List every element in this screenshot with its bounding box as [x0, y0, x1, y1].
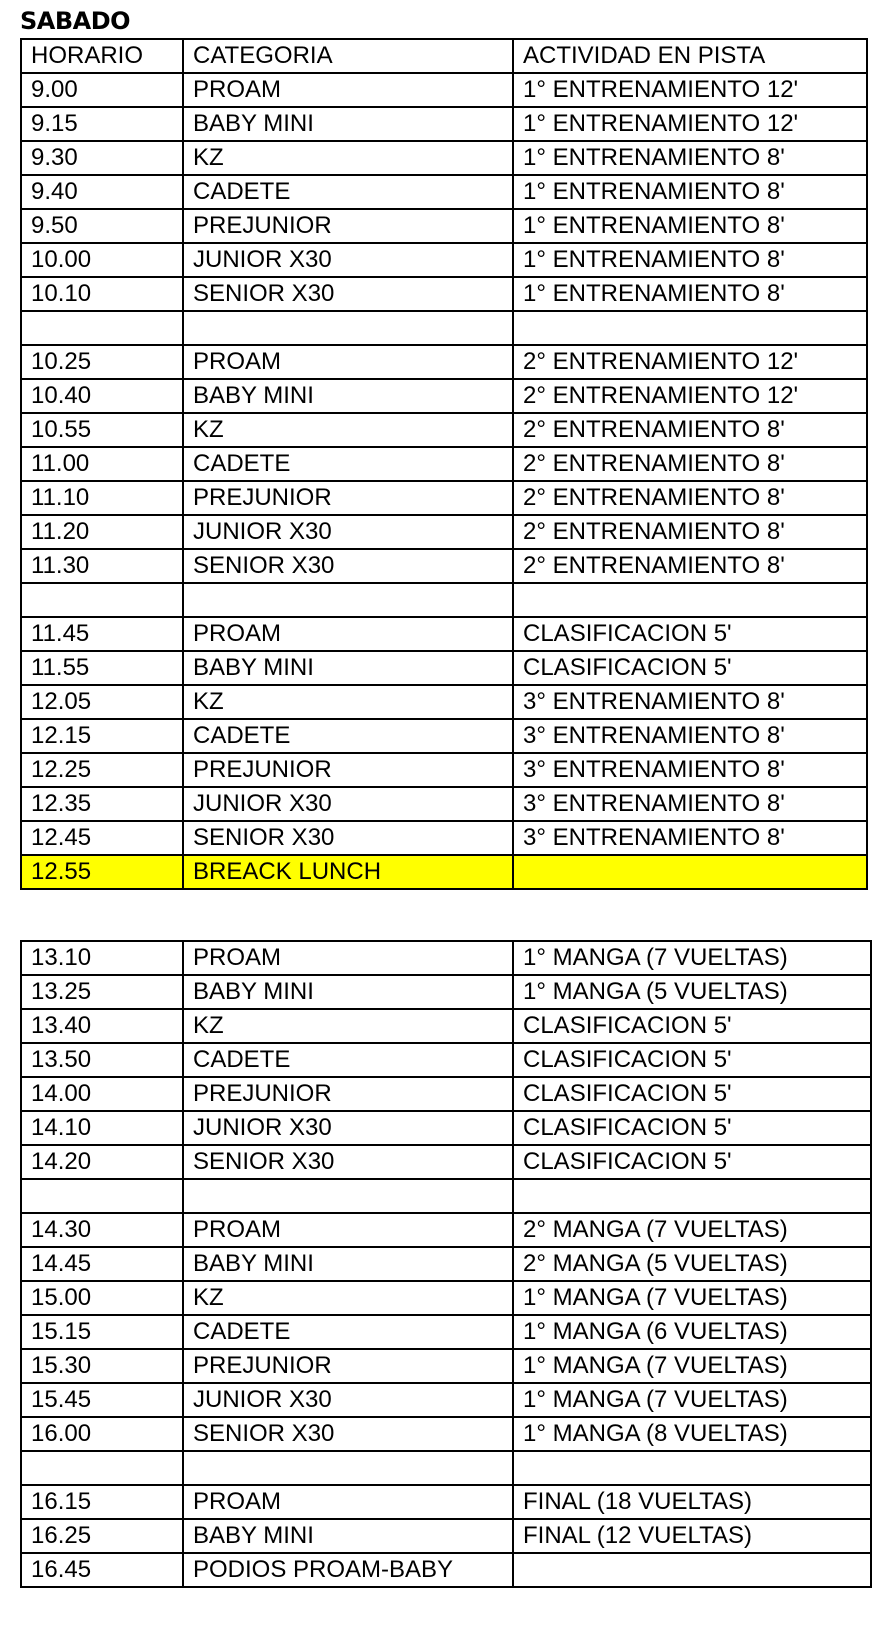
activity-cell: CLASIFICACION 5'	[513, 1077, 871, 1111]
table-row	[21, 1349, 871, 1383]
time-cell: 13.40	[21, 1009, 183, 1043]
time-cell: 11.55	[21, 651, 183, 685]
activity-cell: CLASIFICACION 5'	[513, 617, 867, 651]
table-row	[21, 1519, 871, 1553]
header-row	[21, 39, 867, 73]
header-actividad: ACTIVIDAD EN PISTA	[513, 39, 867, 73]
schedule-table-morning	[20, 38, 868, 890]
table-row	[21, 1111, 871, 1145]
category-cell: SENIOR X30	[183, 549, 513, 583]
activity-cell: FINAL (12 VUELTAS)	[513, 1519, 871, 1553]
time-cell: 10.00	[21, 243, 183, 277]
category-cell: KZ	[183, 1009, 513, 1043]
activity-cell: 1° ENTRENAMIENTO 8'	[513, 175, 867, 209]
table-row	[21, 1417, 871, 1451]
time-cell: 11.45	[21, 617, 183, 651]
table-row	[21, 1213, 871, 1247]
activity-cell: 1° ENTRENAMIENTO 12'	[513, 73, 867, 107]
table-row	[21, 617, 867, 651]
category-cell: SENIOR X30	[183, 1417, 513, 1451]
category-cell: SENIOR X30	[183, 821, 513, 855]
table-row	[21, 141, 867, 175]
category-cell: KZ	[183, 141, 513, 175]
activity-cell: CLASIFICACION 5'	[513, 1043, 871, 1077]
category-cell: BABY MINI	[183, 1247, 513, 1281]
table-row	[21, 481, 867, 515]
table-row	[21, 1043, 871, 1077]
time-cell: 9.30	[21, 141, 183, 175]
time-cell: 12.35	[21, 787, 183, 821]
activity-cell: 2° ENTRENAMIENTO 12'	[513, 379, 867, 413]
table-row	[21, 1281, 871, 1315]
time-cell: 10.25	[21, 345, 183, 379]
activity-cell: 1° MANGA (7 VUELTAS)	[513, 1383, 871, 1417]
table-row	[21, 719, 867, 753]
table-row	[21, 1383, 871, 1417]
activity-cell: CLASIFICACION 5'	[513, 1145, 871, 1179]
activity-cell: 1° MANGA (7 VUELTAS)	[513, 1281, 871, 1315]
category-cell: CADETE	[183, 1043, 513, 1077]
time-cell: 12.25	[21, 753, 183, 787]
category-cell	[183, 311, 513, 345]
category-cell: SENIOR X30	[183, 277, 513, 311]
activity-cell: FINAL (18 VUELTAS)	[513, 1485, 871, 1519]
page-title: SABADO	[20, 7, 131, 35]
activity-cell: 1° ENTRENAMIENTO 8'	[513, 243, 867, 277]
category-cell: CADETE	[183, 719, 513, 753]
table-row	[21, 1145, 871, 1179]
table-row	[21, 975, 871, 1009]
activity-cell	[513, 1179, 871, 1213]
category-cell: BABY MINI	[183, 651, 513, 685]
category-cell: PROAM	[183, 345, 513, 379]
header-horario: HORARIO	[21, 39, 183, 73]
time-cell: 13.10	[21, 941, 183, 975]
table-row	[21, 515, 867, 549]
table-row	[21, 651, 867, 685]
activity-cell: 1° MANGA (6 VUELTAS)	[513, 1315, 871, 1349]
time-cell: 14.20	[21, 1145, 183, 1179]
spacer-row	[21, 583, 867, 617]
activity-cell: CLASIFICACION 5'	[513, 651, 867, 685]
category-cell: BABY MINI	[183, 379, 513, 413]
lunch-break-row	[21, 855, 867, 889]
activity-cell: 2° ENTRENAMIENTO 8'	[513, 515, 867, 549]
table-row	[21, 209, 867, 243]
category-cell: PROAM	[183, 617, 513, 651]
activity-cell: 3° ENTRENAMIENTO 8'	[513, 719, 867, 753]
activity-cell: 1° ENTRENAMIENTO 8'	[513, 209, 867, 243]
table-row	[21, 1009, 871, 1043]
category-cell: CADETE	[183, 447, 513, 481]
category-cell: SENIOR X30	[183, 1145, 513, 1179]
category-cell: CADETE	[183, 175, 513, 209]
time-cell: 10.55	[21, 413, 183, 447]
table-row	[21, 1077, 871, 1111]
table-row	[21, 277, 867, 311]
category-cell: KZ	[183, 413, 513, 447]
activity-cell: 1° MANGA (5 VUELTAS)	[513, 975, 871, 1009]
category-cell: KZ	[183, 685, 513, 719]
category-cell: BREACK LUNCH	[183, 855, 513, 889]
time-cell	[21, 1451, 183, 1485]
time-cell	[21, 583, 183, 617]
activity-cell: 1° MANGA (7 VUELTAS)	[513, 1349, 871, 1383]
activity-cell: 1° ENTRENAMIENTO 8'	[513, 141, 867, 175]
time-cell: 12.45	[21, 821, 183, 855]
category-cell: JUNIOR X30	[183, 787, 513, 821]
activity-cell: 2° MANGA (5 VUELTAS)	[513, 1247, 871, 1281]
activity-cell: 2° ENTRENAMIENTO 8'	[513, 481, 867, 515]
spacer-row	[21, 1451, 871, 1485]
activity-cell	[513, 311, 867, 345]
time-cell: 12.15	[21, 719, 183, 753]
table-row	[21, 1315, 871, 1349]
table-row	[21, 73, 867, 107]
category-cell: PREJUNIOR	[183, 753, 513, 787]
category-cell: CADETE	[183, 1315, 513, 1349]
activity-cell: 2° ENTRENAMIENTO 8'	[513, 413, 867, 447]
activity-cell	[513, 1553, 871, 1587]
category-cell: PROAM	[183, 73, 513, 107]
activity-cell: 2° ENTRENAMIENTO 12'	[513, 345, 867, 379]
table-row	[21, 821, 867, 855]
spacer-row	[21, 1179, 871, 1213]
table-row	[21, 379, 867, 413]
activity-cell: 1° ENTRENAMIENTO 8'	[513, 277, 867, 311]
category-cell	[183, 1179, 513, 1213]
activity-cell	[513, 583, 867, 617]
time-cell: 9.40	[21, 175, 183, 209]
table-row	[21, 107, 867, 141]
table-row	[21, 447, 867, 481]
time-cell: 13.25	[21, 975, 183, 1009]
time-cell: 13.50	[21, 1043, 183, 1077]
time-cell	[21, 1179, 183, 1213]
time-cell: 15.15	[21, 1315, 183, 1349]
category-cell: JUNIOR X30	[183, 1383, 513, 1417]
time-cell: 11.10	[21, 481, 183, 515]
activity-cell: 1° ENTRENAMIENTO 12'	[513, 107, 867, 141]
time-cell: 14.45	[21, 1247, 183, 1281]
category-cell: PREJUNIOR	[183, 209, 513, 243]
activity-cell	[513, 855, 867, 889]
activity-cell: CLASIFICACION 5'	[513, 1111, 871, 1145]
category-cell	[183, 1451, 513, 1485]
activity-cell: 1° MANGA (7 VUELTAS)	[513, 941, 871, 975]
activity-cell: 2° MANGA (7 VUELTAS)	[513, 1213, 871, 1247]
category-cell: JUNIOR X30	[183, 243, 513, 277]
category-cell: BABY MINI	[183, 975, 513, 1009]
activity-cell	[513, 1451, 871, 1485]
category-cell: PROAM	[183, 1213, 513, 1247]
activity-cell: 3° ENTRENAMIENTO 8'	[513, 821, 867, 855]
table-row	[21, 787, 867, 821]
time-cell: 9.15	[21, 107, 183, 141]
time-cell: 15.30	[21, 1349, 183, 1383]
spacer-row	[21, 311, 867, 345]
time-cell: 9.50	[21, 209, 183, 243]
activity-cell: 2° ENTRENAMIENTO 8'	[513, 447, 867, 481]
category-cell	[183, 583, 513, 617]
time-cell: 14.00	[21, 1077, 183, 1111]
table-row	[21, 175, 867, 209]
activity-cell: 2° ENTRENAMIENTO 8'	[513, 549, 867, 583]
category-cell: PREJUNIOR	[183, 1077, 513, 1111]
time-cell: 11.30	[21, 549, 183, 583]
category-cell: PREJUNIOR	[183, 481, 513, 515]
time-cell: 16.45	[21, 1553, 183, 1587]
category-cell: KZ	[183, 1281, 513, 1315]
table-row	[21, 1553, 871, 1587]
header-categoria: CATEGORIA	[183, 39, 513, 73]
activity-cell: CLASIFICACION 5'	[513, 1009, 871, 1043]
time-cell: 16.25	[21, 1519, 183, 1553]
time-cell: 16.15	[21, 1485, 183, 1519]
table-row	[21, 685, 867, 719]
time-cell: 15.00	[21, 1281, 183, 1315]
activity-cell: 3° ENTRENAMIENTO 8'	[513, 787, 867, 821]
table-row	[21, 941, 871, 975]
table-row	[21, 549, 867, 583]
table-row	[21, 345, 867, 379]
category-cell: PROAM	[183, 1485, 513, 1519]
schedule-table-afternoon	[20, 940, 872, 1588]
category-cell: PROAM	[183, 941, 513, 975]
category-cell: JUNIOR X30	[183, 1111, 513, 1145]
table-row	[21, 243, 867, 277]
category-cell: BABY MINI	[183, 1519, 513, 1553]
table-row	[21, 1247, 871, 1281]
time-cell: 14.10	[21, 1111, 183, 1145]
table-row	[21, 1485, 871, 1519]
time-cell: 10.10	[21, 277, 183, 311]
category-cell: BABY MINI	[183, 107, 513, 141]
table-row	[21, 753, 867, 787]
time-cell: 16.00	[21, 1417, 183, 1451]
activity-cell: 1° MANGA (8 VUELTAS)	[513, 1417, 871, 1451]
time-cell: 12.55	[21, 855, 183, 889]
time-cell: 9.00	[21, 73, 183, 107]
category-cell: PREJUNIOR	[183, 1349, 513, 1383]
time-cell: 12.05	[21, 685, 183, 719]
time-cell: 14.30	[21, 1213, 183, 1247]
time-cell: 11.20	[21, 515, 183, 549]
table-row	[21, 413, 867, 447]
time-cell: 15.45	[21, 1383, 183, 1417]
time-cell	[21, 311, 183, 345]
category-cell: JUNIOR X30	[183, 515, 513, 549]
time-cell: 11.00	[21, 447, 183, 481]
activity-cell: 3° ENTRENAMIENTO 8'	[513, 685, 867, 719]
category-cell: PODIOS PROAM-BABY	[183, 1553, 513, 1587]
activity-cell: 3° ENTRENAMIENTO 8'	[513, 753, 867, 787]
time-cell: 10.40	[21, 379, 183, 413]
